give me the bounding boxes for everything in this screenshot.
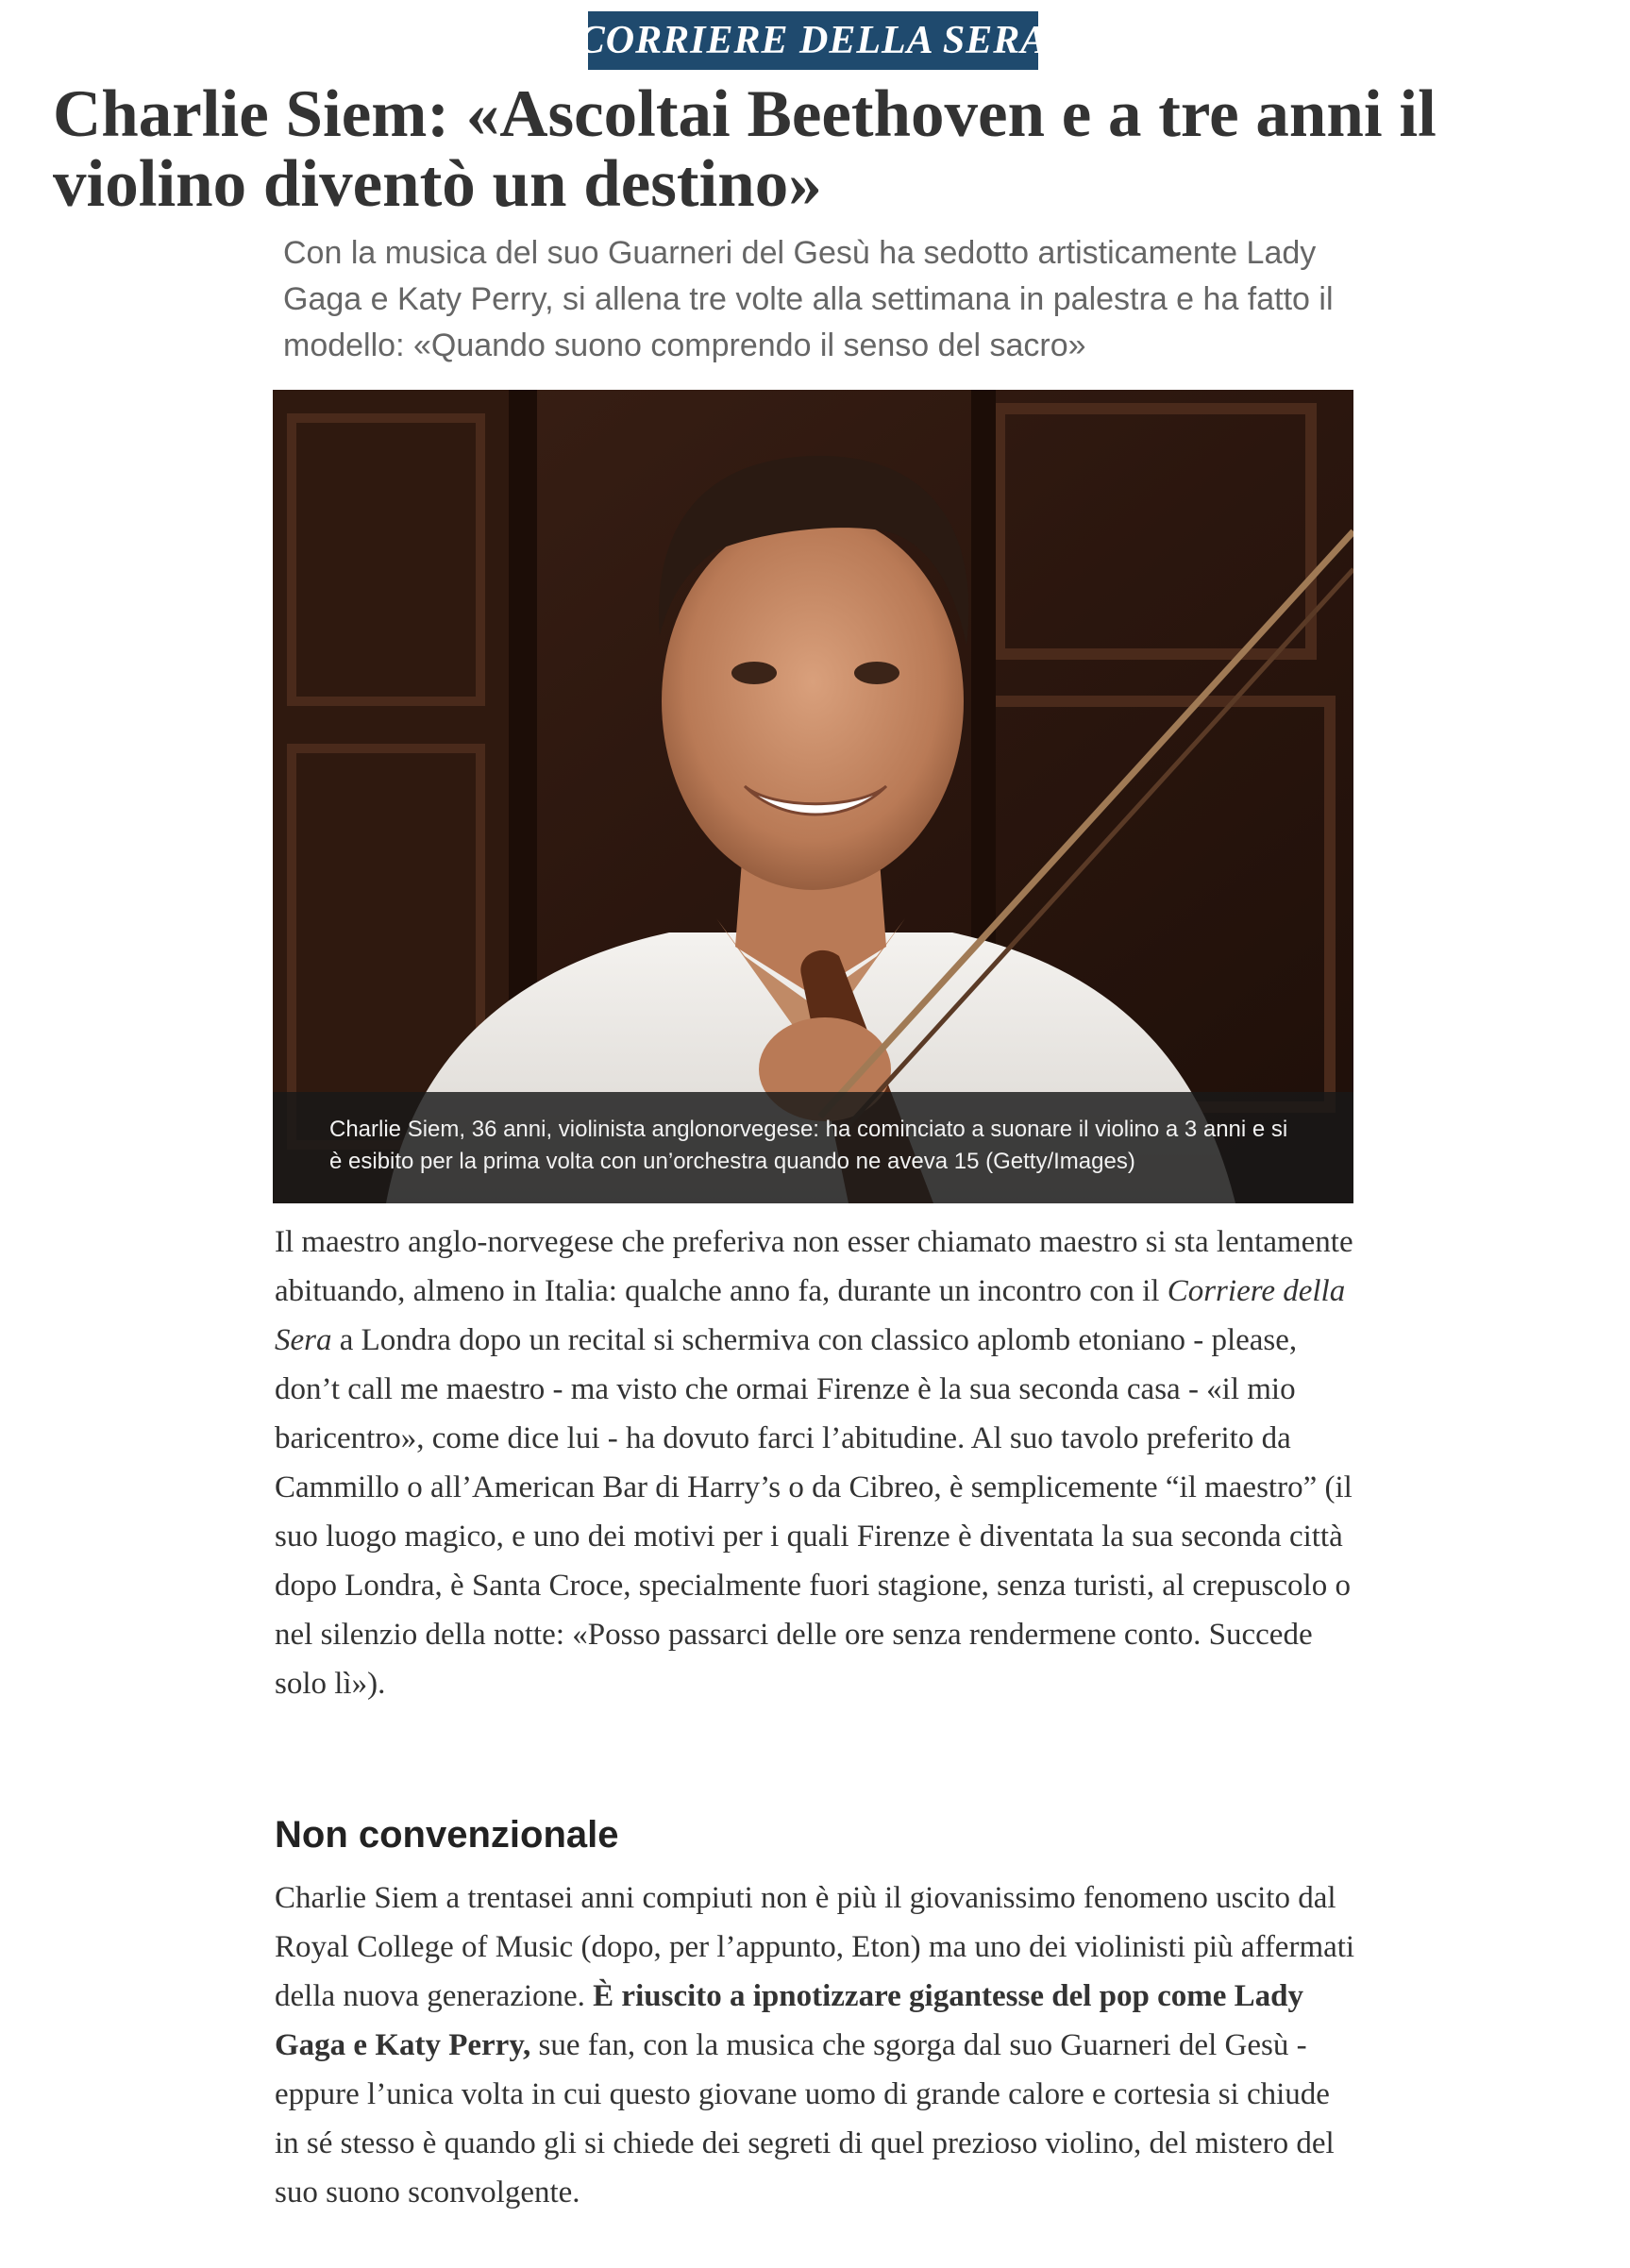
paragraph-2-text-start: Charlie Siem a trentasei anni compiuti non è più il giovanissimo fenomeno uscito dal Royal College of Music (dopo, per l’appunto, Eton) ma uno dei violinisti più affermati della nuova generazione. — [275, 1881, 1355, 2013]
article-headline: Charlie Siem: «Ascoltai Beethoven e a tre anni il violino diventò un destino» — [53, 77, 1437, 221]
section-heading: Non convenzionale — [275, 1814, 619, 1856]
newspaper-name-italic: Corriere della Sera — [275, 1274, 1346, 1357]
masthead-logo-text: CORRIERE DELLA SERA — [578, 19, 1049, 62]
article-paragraph-2 — [275, 1873, 1360, 2217]
photo-caption: Charlie Siem, 36 anni, violinista anglonorvegese: ha cominciato a suonare il violino a 3 anni e si è esibito per la prima volta con un’orchestra quando ne aveva 15 (Getty/Images) — [273, 1092, 1353, 1203]
paragraph-1-text-end: a Londra dopo un recital si schermiva con classico aplomb etoniano - please, don’t call me maestro - ma visto che ormai Firenze è la sua seconda casa - «il mio baricentro», come dice lui - ha dovuto farci l’abitudine. Al suo tavolo preferito da Cammillo o all’American Bar di Harry’s o da Cibreo, è semplicemente “il maestro” (il suo luogo magico, e uno dei motivi per i quali Firenze è diventata la sua seconda città dopo Londra, è Santa Croce, specialmente fuori stagione, senza turisti, al crepuscolo o nel silenzio della notte: «Posso passarci delle ore senza rendermene conto. Succede solo lì»). — [275, 1323, 1353, 1701]
paragraph-2-text-end: sue fan, con la musica che sgorga dal suo Guarneri del Gesù - eppure l’unica volta in cui questo giovane uomo di grande calore e cortesia si chiude in sé stesso è quando gli si chiede dei segreti di quel prezioso violino, del mistero del suo suono sconvolgente. — [275, 2028, 1335, 2209]
violinist-photo-illustration — [273, 390, 1353, 1203]
paragraph-1-text-start: Il maestro anglo-norvegese che preferiva non esser chiamato maestro si sta lentamente abituando, almeno in Italia: qualche anno fa, durante un incontro con il — [275, 1225, 1353, 1308]
article-subtitle: Con la musica del suo Guarneri del Gesù ha sedotto artisticamente Lady Gaga e Katy Perry, si allena tre volte alla settimana in palestra e ha fatto il modello: «Quando suono comprendo il senso del sacro» — [283, 235, 1334, 363]
article-photo — [273, 390, 1353, 1203]
article-paragraph-1 — [275, 1218, 1360, 1708]
paragraph-2-bold-text: È riuscito a ipnotizzare gigantesse del pop come Lady Gaga e Katy Perry, — [275, 1979, 1304, 2062]
masthead-logo[interactable] — [578, 11, 1049, 70]
